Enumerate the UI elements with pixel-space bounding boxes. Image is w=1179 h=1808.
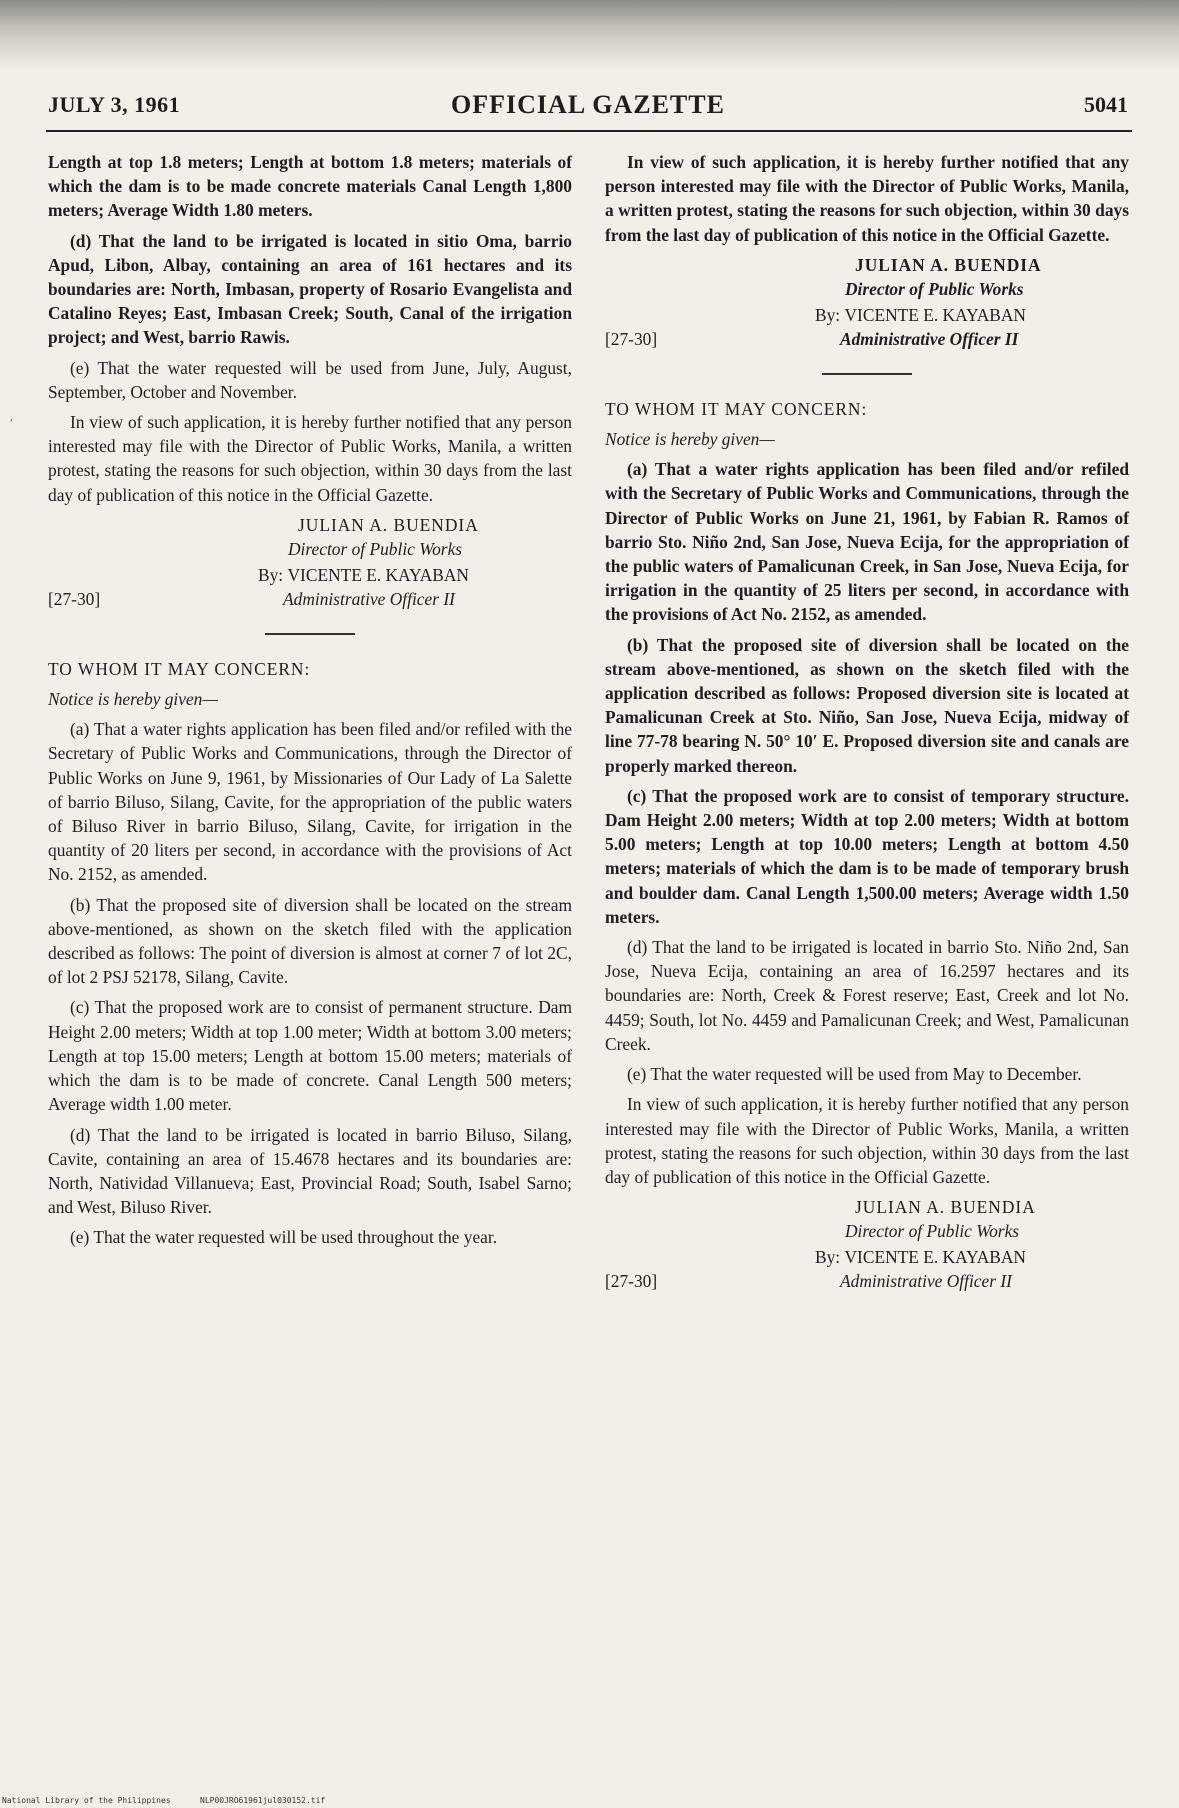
signatory-name: JULIAN A. BUENDIA [855, 254, 1042, 275]
paragraph: (a) That a water rights application has been filed and/or refiled with the Secretary of Public Works and Communications, through the Director of Public Works on June 21, 1961, by Fabian R. Ramos of barrio Sto. Niño 2nd, San Jose, Nueva Ecija, for the appropriation of the public waters of Pamalicunan Creek, in San Jose, Nueva Ecija, for irrigation in the quantity of 25 liters per second, in accordance with the provisions of Act No. 2152, as amended. [605, 459, 1129, 625]
signatory-title: Director of Public Works [288, 538, 463, 559]
header-page-number: 5041 [1084, 92, 1128, 117]
officer-title: Administrative Officer II [840, 328, 1019, 349]
by-label: By: [258, 564, 284, 585]
officer-line [815, 1245, 1026, 1269]
scan-footer [0, 1794, 1179, 1808]
paragraph: (e) That the water requested will be used from June, July, August, September, October and November. [48, 357, 572, 402]
left-column [48, 150, 572, 1256]
officer-title: Administrative Officer II [283, 588, 455, 609]
signatory-title: Director of Public Works [845, 278, 1024, 299]
file-name: NLP00JRO61961jul030152.tif [200, 1796, 326, 1805]
paragraph: (b) That the proposed site of diversion shall be located on the stream above-mentioned, as shown on the sketch filed with the application described as follows: Proposed diversion site is located at Pamalicunan Creek at Sto. Niño, San Jose, Nueva Ecija, midway of line 77-78 bearing N. 50° 10′ E. Proposed diversion site and canals are properly marked thereon. [605, 634, 1129, 776]
page-header [48, 86, 1128, 126]
paragraph: (c) That the proposed work are to consist of permanent structure. Dam Height 2.00 meters; Width at top 1.00 meter; Width at bottom 3.00 meters; Length at top 15.00 meters; Length at bottom 15.00 meters; materials of which the dam is to be made of concrete. Canal Length 500 meters; Average width 1.00 meter. [48, 997, 572, 1115]
notice-intro: Notice is hereby given— [48, 689, 218, 710]
margin-mark: , [10, 412, 14, 423]
paragraph: (e) That the water requested will be used throughout the year. [70, 1227, 498, 1248]
officer-line [258, 563, 469, 587]
issue-number: [27-30] [48, 588, 101, 609]
signature-block [48, 513, 572, 619]
section-divider [265, 633, 355, 635]
signature-block [605, 253, 1129, 359]
paragraph: (d) That the land to be irrigated is located in barrio Sto. Niño 2nd, San Jose, Nueva Ecija, containing an area of 16.2597 hectares and its boundaries are: North, Creek & Forest reserve; East, Creek and lot No. 4459; South, lot No. 4459 and Pamalicunan Creek; and West, Pamalicunan Creek. [605, 937, 1129, 1054]
by-label: By: [815, 1247, 841, 1268]
officer-name: VICENTE E. KAYABAN [844, 304, 1026, 325]
notice-heading: TO WHOM IT MAY CONCERN: [605, 398, 868, 419]
paragraph: In view of such application, it is hereby further notified that any person interested may file with the Director of Public Works, Manila, a written protest, stating the reasons for such objection, within 30 days from the last day of publication of this notice in the Official Gazette. [48, 412, 572, 505]
officer-line [815, 303, 1026, 327]
by-label: By: [815, 304, 841, 325]
header-rule [46, 130, 1132, 132]
signatory-name: JULIAN A. BUENDIA [855, 1197, 1036, 1218]
library-credit: National Library of the Philippines [2, 1796, 171, 1805]
right-column [605, 150, 1129, 1301]
notice-intro: Notice is hereby given— [605, 429, 775, 450]
paragraph: (e) That the water requested will be used from May to December. [627, 1064, 1082, 1085]
paragraph: In view of such application, it is hereby further notified that any person interested may file with the Director of Public Works, Manila, a written protest, stating the reasons for such objection, within 30 days from the last day of publication of this notice in the Official Gazette. [605, 152, 1129, 245]
officer-name: VICENTE E. KAYABAN [287, 564, 469, 585]
section-divider [822, 373, 912, 375]
signatory-name: JULIAN A. BUENDIA [298, 514, 479, 535]
officer-name: VICENTE E. KAYABAN [844, 1247, 1026, 1268]
header-title: OFFICIAL GAZETTE [451, 90, 725, 119]
paragraph: (b) That the proposed site of diversion shall be located on the stream above-mentioned, as shown on the sketch filed with the application described as follows: The point of diversion is almost at corner 7 of lot 2C, of lot 2 PSJ 52178, Silang, Cavite. [48, 894, 572, 988]
paragraph: (d) That the land to be irrigated is located in sitio Oma, barrio Apud, Libon, Albay, containing an area of 161 hectares and its boundaries are: North, Imbasan, property of Rosario Evangelista and Catalino Reyes; East, Imbasan Creek; South, Canal of the irrigation project; and West, barrio Rawis. [48, 230, 572, 348]
issue-number: [27-30] [605, 1271, 658, 1292]
signatory-title: Director of Public Works [845, 1221, 1020, 1242]
paragraph: (a) That a water rights application has been filed and/or refiled with the Secretary of Public Works and Communications, through the Director of Public Works on June 9, 1961, by Missionaries of Our Lady of La Salette of barrio Biluso, Silang, Cavite, for the appropriation of the public waters of Biluso River in barrio Biluso, Silang, Cavite, for irrigation in the quantity of 20 liters per second, in accordance with the provisions of Act No. 2152, as amended. [48, 719, 572, 885]
paragraph: (c) That the proposed work are to consist of temporary structure. Dam Height 2.00 meters; Width at top 2.00 meters; Width at bottom 5.00 meters; Length at top 10.00 meters; Length at bottom 4.50 meters; materials of which the dam is to be made of temporary brush and boulder dam. Canal Length 1,500.00 meters; Average width 1.50 meters. [605, 785, 1129, 927]
officer-title: Administrative Officer II [840, 1271, 1012, 1292]
paragraph: Length at top 1.8 meters; Length at bottom 1.8 meters; materials of which the dam is to be made concrete materials Canal Length 1,800 meters; Average Width 1.80 meters. [48, 152, 572, 221]
issue-number: [27-30] [605, 328, 658, 349]
scan-shadow [0, 0, 1179, 70]
signature-block [605, 1195, 1129, 1301]
paragraph: In view of such application, it is hereby further notified that any person interested may file with the Director of Public Works, Manila, a written protest, stating the reasons for such objection, within 30 days from the last day of publication of this notice in the Official Gazette. [605, 1094, 1129, 1187]
paragraph: (d) That the land to be irrigated is located in barrio Biluso, Silang, Cavite, containing an area of 15.4678 hectares and its boundaries are: North, Natividad Villanueva; East, Provincial Road; South, Isabel Sarno; and West, Biluso River. [48, 1124, 572, 1218]
header-date: JULY 3, 1961 [48, 92, 181, 117]
notice-heading: TO WHOM IT MAY CONCERN: [48, 658, 311, 679]
